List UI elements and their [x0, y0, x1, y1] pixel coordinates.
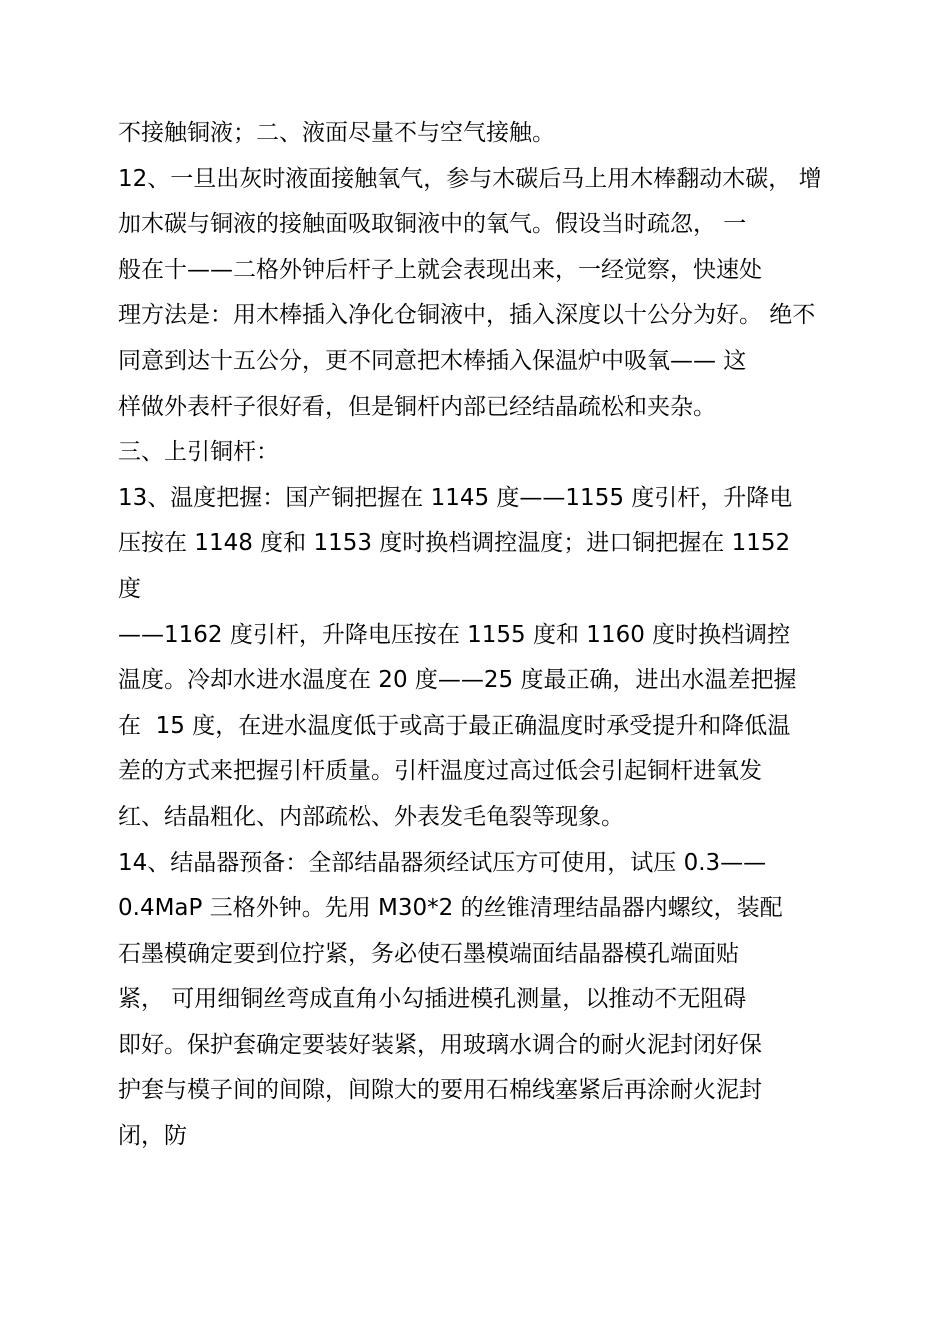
text-line: ——1162 度引杆，升降电压按在 1155 度和 1160 度时换档调控 [118, 621, 791, 648]
text-line: 石墨模确定要到位拧紧，务必使石墨模端面结晶器模孔端面贴 [118, 940, 739, 967]
text-line: 差的方式来把握引杆质量。引杆温度过高过低会引起铜杆进氧发 [118, 758, 762, 785]
text-line: 闭，防 [118, 1123, 187, 1150]
text-line: 度 [118, 575, 141, 602]
text-line: 加木碳与铜液的接触面吸取铜液中的氧气。假设当时疏忽， 一 [118, 211, 747, 238]
document-body [118, 111, 843, 1160]
section-heading: 三、上引铜杆： [118, 439, 279, 466]
text-line: 般在十——二格外钟后杆子上就会表现出来，一经觉察，快速处 [118, 256, 762, 283]
text-line: 压按在 1148 度和 1153 度时换档调控温度；进口铜把握在 1152 [118, 530, 791, 557]
text-line: 0.4MaP 三格外钟。先用 M30*2 的丝锥清理结晶器内螺纹，装配 [118, 895, 783, 922]
text-line: 14、结晶器预备：全部结晶器须经试压方可使用，试压 0.3—— [118, 849, 767, 876]
text-line: 在 15 度，在进水温度低于或高于最正确温度时承受提升和降低温 [118, 712, 791, 739]
text-line: 温度。冷却水进水温度在 20 度——25 度最正确，进出水温差把握 [118, 667, 797, 694]
text-line: 红、结晶粗化、内部疏松、外表发毛龟裂等现象。 [118, 803, 624, 830]
text-line: 理方法是：用木棒插入净化仓铜液中，插入深度以十公分为好。 绝不 [118, 302, 816, 329]
text-line: 即好。保护套确定要装好装紧，用玻璃水调合的耐火泥封闭好保 [118, 1031, 762, 1058]
text-line: 同意到达十五公分，更不同意把木棒插入保温炉中吸氧—— 这 [118, 347, 747, 374]
text-line: 12、一旦出灰时液面接触氧气，参与木碳后马上用木棒翻动木碳， 增 [118, 165, 822, 192]
text-line: 不接触铜液；二、液面尽量不与空气接触。 [118, 120, 555, 146]
text-line: 样做外表杆子很好看，但是铜杆内部已经结晶疏松和夹杂。 [118, 393, 716, 420]
text-line: 13、温度把握：国产铜把握在 1145 度——1155 度引杆，升降电 [118, 484, 793, 511]
text-line: 紧， 可用细铜丝弯成直角小勾插进模孔测量，以推动不无阻碍 [118, 986, 747, 1013]
text-line: 护套与模子间的间隙，间隙大的要用石棉线塞紧后再涂耐火泥封 [118, 1077, 762, 1104]
